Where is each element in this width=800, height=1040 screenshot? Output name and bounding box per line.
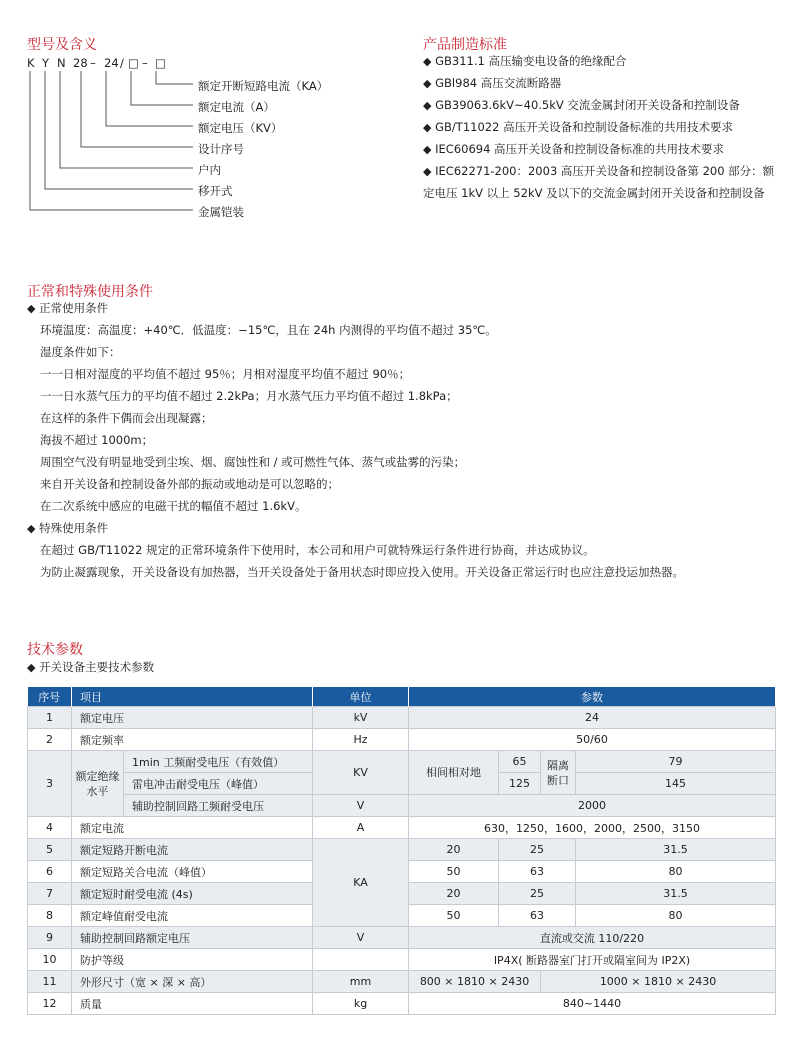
insulation-level-label: 额定绝缘水平 [72,751,124,817]
diamond-bullet-icon: ◆ [423,55,432,68]
tech-section-title: 技术参数 [27,642,83,658]
diamond-bullet-icon: ◆ [27,302,36,315]
table-row: 4 额定电流 A 630，1250，1600，2000，2500，3150 [28,817,776,839]
label-indoor: 户内 [198,163,221,177]
special-conditions-heading: ◆ 特殊使用条件 [27,521,109,535]
condition-line: 海拔不超过 1000m； [40,433,154,447]
label-rated-voltage: 额定电压（KV） [198,121,283,135]
standard-item: ◆ GB39063.6kV~40.5kV 交流金属封闭开关设备和控制设备 [423,98,740,112]
code-char-y: Y [42,56,50,70]
conditions-section-title: 正常和特殊使用条件 [27,284,153,300]
special-condition-line: 为防止凝露现象，开关设备设有加热器，当开关设备处于备用状态时即应投入使用。开关设备正常运行时也应注意投运加热器。 [40,565,684,579]
special-condition-line: 在超过 GB/T11022 规定的正常环境条件下使用时，本公司和用户可就特殊运行条件进行协商，并达成协议。 [40,543,595,557]
table-row: 5 额定短路开断电流 KA 20 25 31.5 [28,839,776,861]
condition-line: 湿度条件如下： [40,345,121,359]
table-row: 辅助控制回路工频耐受电压 V 2000 [28,795,776,817]
normal-conditions-heading: ◆ 正常使用条件 [27,301,109,315]
standard-item: ◆ IEC60694 高压开关设备和控制设备标准的共用技术要求 [423,142,725,156]
standards-section-title: 产品制造标准 [423,37,507,53]
label-breaking-current: 额定开断短路电流（KA） [198,79,329,93]
diamond-bullet-icon: ◆ [423,143,432,156]
code-dash-1: – [90,56,96,70]
diamond-bullet-icon: ◆ [27,522,36,535]
standard-item: ◆ IEC62271-200：2003 高压开关设备和控制设备第 200 部分：额 [423,164,775,178]
code-box-2: □ [155,56,166,70]
diamond-bullet-icon: ◆ [423,121,432,134]
table-row: 8 额定峰值耐受电流 50 63 80 [28,905,776,927]
model-section-title: 型号及含义 [27,37,97,53]
table-row: 2 额定频率 Hz 50/60 [28,729,776,751]
table-row: 10 防护等级 IP4X( 断路器室门打开或隔室间为 IP2X) [28,949,776,971]
standard-item: ◆ GB311.1 高压输变电设备的绝缘配合 [423,54,627,68]
condition-line: 环境温度：高温度：+40℃．低温度：−15℃，且在 24h 内测得的平均值不超过 35℃。 [40,323,497,337]
label-metal-clad: 金属铠装 [198,205,244,219]
header-params: 参数 [409,687,776,707]
diamond-bullet-icon: ◆ [423,77,432,90]
table-row: 6 额定短路关合电流（峰值） 50 63 80 [28,861,776,883]
condition-line: 来自开关设备和控制设备外部的振动或地动是可以忽略的； [40,477,339,491]
table-row: 11 外形尺寸（宽 × 深 × 高） mm 800 × 1810 × 2430 1000 × 1810 × 2430 [28,971,776,993]
table-row: 1 额定电压 kV 24 [28,707,776,729]
diamond-bullet-icon: ◆ [27,661,36,674]
code-voltage: 24 [104,56,119,70]
table-row: 7 额定短时耐受电流 (4s) 20 25 31.5 [28,883,776,905]
table-header-row [28,687,776,707]
code-series: 28 [73,56,88,70]
label-rated-current: 额定电流（A） [198,100,275,114]
label-withdrawable: 移开式 [198,184,233,198]
code-slash: / [120,56,124,70]
table-row: 雷电冲击耐受电压（峰值） 125 145 [28,773,776,795]
condition-line: 一一日水蒸气压力的平均值不超过 2.2kPa；月水蒸气压力平均值不超过 1.8kPa； [40,389,458,403]
condition-line: 在这样的条件下偶而会出现凝露； [40,411,213,425]
tech-params-table [27,687,776,1015]
standard-item: ◆ GBl984 高压交流断路器 [423,76,562,90]
header-unit: 单位 [313,687,409,707]
code-char-n: N [57,56,66,70]
code-box-1: □ [128,56,139,70]
table-row: 3 额定绝缘水平 1min 工频耐受电压（有效值） KV 相间相对地 65 隔离断口 79 [28,751,776,773]
condition-line: 一一日相对湿度的平均值不超过 95％；月相对湿度平均值不超过 90％； [40,367,411,381]
table-row: 12 质量 kg 840~1440 [28,993,776,1015]
header-no: 序号 [28,687,72,707]
tech-subtitle: ◆ 开关设备主要技术参数 [27,660,155,674]
header-item: 项目 [72,687,313,707]
condition-line: 在二次系统中感应的电磁干扰的幅值不超过 1.6kV。 [40,499,307,513]
standard-item: ◆ GB/T11022 高压开关设备和控制设备标准的共用技术要求 [423,120,734,134]
label-design-number: 设计序号 [198,142,244,156]
standard-item-continuation: 定电压 1kV 以上 52kV 及以下的交流金属封闭开关设备和控制设备 [423,186,765,200]
code-char-k: K [27,56,35,70]
code-dash-2: – [142,56,148,70]
diamond-bullet-icon: ◆ [423,99,432,112]
table-row: 9 辅助控制回路额定电压 V 直流或交流 110/220 [28,927,776,949]
condition-line: 周围空气没有明显地受到尘埃、烟、腐蚀性和 / 或可燃性气体、蒸气或盐雾的污染； [40,455,466,469]
diamond-bullet-icon: ◆ [423,165,432,178]
